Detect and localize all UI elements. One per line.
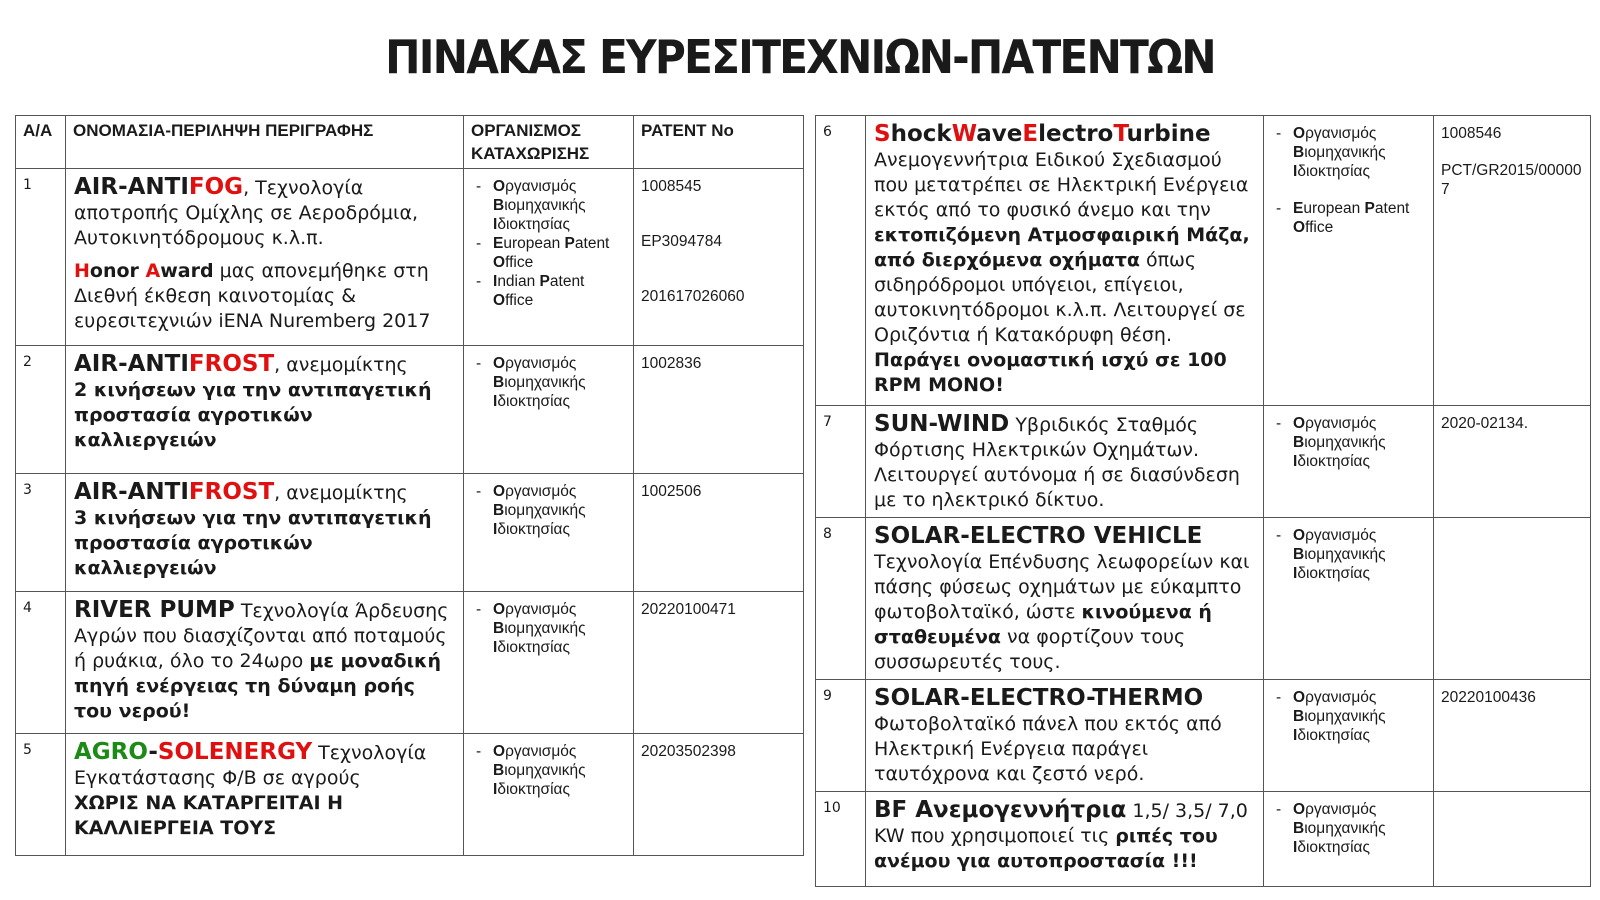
row-patent bbox=[634, 169, 804, 346]
org-obi: - Οργανισμός Βιομηχανικής Ιδιοκτησίας bbox=[1271, 414, 1426, 471]
row-patent bbox=[1434, 792, 1591, 887]
award-text: Honor Award μας απονεμήθηκε στη Διεθνή έκθεση καινοτομίας & ευρεσιτεχνιών iENA Nuremberg 2017 bbox=[74, 260, 431, 332]
row-organization bbox=[464, 734, 634, 856]
row-patent bbox=[1434, 518, 1591, 680]
row-number: 10 bbox=[816, 792, 866, 887]
patent-number: PCT/GR2015/000007 bbox=[1441, 162, 1582, 198]
row-organization bbox=[1264, 518, 1434, 680]
patent-number: 1008546 bbox=[1441, 125, 1502, 142]
table-row bbox=[16, 592, 804, 734]
table-row bbox=[816, 680, 1591, 792]
patent-number: 20220100436 bbox=[1441, 689, 1536, 706]
row-organization bbox=[464, 346, 634, 474]
row-description: RIVER PUMP Τεχνολογία Άρδευσης Αγρών που διασχίζονται από ποταμούς ή ρυάκια, όλο το 24ωρο με μοναδική πηγή ενέργειας τη δύναμη ροής του νερού! bbox=[66, 592, 464, 734]
org-obi: - Οργανισμός Βιομηχανικής Ιδιοκτησίας bbox=[1271, 800, 1426, 857]
org-ipo: - Indian Patent Office bbox=[471, 272, 626, 310]
header-patent: PATENT No bbox=[634, 116, 804, 169]
row-number: 9 bbox=[816, 680, 866, 792]
patent-number: 1002836 bbox=[641, 355, 702, 372]
row-patent bbox=[634, 346, 804, 474]
header-org bbox=[464, 116, 634, 169]
row-patent bbox=[1434, 116, 1591, 406]
row-number: 5 bbox=[16, 734, 66, 856]
table-row bbox=[816, 406, 1591, 518]
row-patent bbox=[634, 592, 804, 734]
patents-table-right bbox=[815, 115, 1591, 887]
table-row bbox=[16, 169, 804, 346]
table-row bbox=[816, 116, 1591, 406]
org-obi: - Οργανισμός Βιομηχανικής Ιδιοκτησίας bbox=[1271, 688, 1426, 745]
row-organization bbox=[1264, 116, 1434, 406]
invention-name: ShockWaveElectroTurbine bbox=[874, 121, 1211, 147]
row-number: 4 bbox=[16, 592, 66, 734]
table-row bbox=[16, 734, 804, 856]
invention-name: AGRO-SOLENERGY bbox=[74, 739, 313, 765]
patents-table-left bbox=[15, 115, 804, 856]
row-description: AIR-ANTIFROST, ανεμομίκτης 3 κινήσεων για την αντιπαγετική προστασία αγροτικών καλλιεργειών bbox=[66, 474, 464, 592]
org-obi: - Οργανισμός Βιομηχανικής Ιδιοκτησίας bbox=[1271, 526, 1426, 583]
invention-name: SOLAR-ELECTRO VEHICLE bbox=[874, 523, 1203, 549]
patent-number: EP3094784 bbox=[641, 233, 723, 250]
row-description: SOLAR-ELECTRO-THERMO Φωτοβολταϊκό πάνελ που εκτός από Ηλεκτρική Ενέργεια παράγει ταυτόχρονα και ζεστό νερό. bbox=[866, 680, 1264, 792]
row-description: AGRO-SOLENERGY Τεχνολογία Εγκατάστασης Φ/Β σε αγρούς ΧΩΡΙΣ ΝΑ ΚΑΤΑΡΓΕΙΤΑΙ Η ΚΑΛΛΙΕΡΓΕΙΑ ΤΟΥΣ bbox=[66, 734, 464, 856]
row-description: SOLAR-ELECTRO VEHICLE Τεχνολογία Επένδυσης λεωφορείων και πάσης φύσεως οχημάτων με εύκαμπτο φωτοβολταϊκό, ώστε κινούμενα ή σταθευμένα να φορτίζουν τους συσσωρευτές τους. bbox=[866, 518, 1264, 680]
table-row bbox=[816, 792, 1591, 887]
row-organization bbox=[1264, 680, 1434, 792]
page-title: ΠΙΝΑΚΑΣ ΕΥΡΕΣΙΤΕΧΝΙΩΝ-ΠΑΤΕΝΤΩΝ bbox=[385, 30, 1215, 84]
patent-number: 20203502398 bbox=[641, 743, 736, 760]
patent-number: 201617026060 bbox=[641, 288, 745, 305]
row-description: BF Ανεμογεννήτρια 1,5/ 3,5/ 7,0 KW που χρησιμοποιεί τις ριπές του ανέμου για αυτοπροστασία !!! bbox=[866, 792, 1264, 887]
org-obi: - Οργανισμός Βιομηχανικής Ιδιοκτησίας bbox=[471, 177, 626, 234]
row-organization bbox=[1264, 792, 1434, 887]
patent-number: 2020-02134. bbox=[1441, 415, 1529, 432]
row-organization bbox=[464, 474, 634, 592]
invention-name: AIR-ANTIFOG bbox=[74, 174, 244, 200]
org-obi: - Οργανισμός Βιομηχανικής Ιδιοκτησίας bbox=[471, 600, 626, 657]
row-description: AIR-ANTIFROST, ανεμομίκτης 2 κινήσεων για την αντιπαγετική προστασία αγροτικών καλλιεργειών bbox=[66, 346, 464, 474]
row-number: 6 bbox=[816, 116, 866, 406]
row-number: 3 bbox=[16, 474, 66, 592]
invention-name: BF Ανεμογεννήτρια bbox=[874, 797, 1127, 823]
header-name: ΟΝΟΜΑΣΙΑ-ΠΕΡΙΛΗΨΗ ΠΕΡΙΓΡΑΦΗΣ bbox=[66, 116, 464, 169]
row-description: SUN-WIND Υβριδικός Σταθμός Φόρτισης Ηλεκτρικών Οχημάτων. Λειτουργεί αυτόνομα ή σε διασύνδεση με το ηλεκτρικό δίκτυο. bbox=[866, 406, 1264, 518]
row-patent bbox=[1434, 680, 1591, 792]
org-epo: - European Patent Office bbox=[1271, 199, 1426, 237]
header-aa: Α/Α bbox=[16, 116, 66, 169]
invention-name: AIR-ANTIFROST bbox=[74, 351, 275, 377]
header-org-line2: ΚΑΤΑΧΩΡΙΣΗΣ bbox=[471, 144, 590, 163]
row-number: 1 bbox=[16, 169, 66, 346]
row-description: ShockWaveElectroTurbine Ανεμογεννήτρια Ειδικού Σχεδιασμού που μετατρέπει σε Ηλεκτρική Ενέργεια εκτός από το φυσικό άνεμο και την εκτοπιζόμενη Ατμοσφαιρική Μάζα, από διερχόμενα οχήματα όπως σιδηρόδρομοι υπόγειοι, επίγειοι, αυτοκινητόδρομοι κ.λ.π. Λειτουργεί σε Οριζόντια ή Κατακόρυφη θέση. Παράγει ονομαστική ισχύ σε 100 RPM ΜΟΝΟ! bbox=[866, 116, 1264, 406]
invention-name: SUN-WIND bbox=[874, 411, 1010, 437]
org-epo: - European Patent Office bbox=[471, 234, 626, 272]
patent-number: 20220100471 bbox=[641, 601, 736, 618]
row-description: AIR-ANTIFOG, Τεχνολογία αποτροπής Ομίχλης σε Αεροδρόμια, Αυτοκινητόδρομους κ.λ.π. Honor Award μας απονεμήθηκε στη Διεθνή έκθεση καινοτομίας & ευρεσιτεχνιών iENA Nuremberg 2017 bbox=[66, 169, 464, 346]
header-org-line1: ΟΡΓΑΝΙΣΜΟΣ bbox=[471, 121, 581, 140]
org-obi: - Οργανισμός Βιομηχανικής Ιδιοκτησίας bbox=[471, 482, 626, 539]
row-number: 7 bbox=[816, 406, 866, 518]
row-number: 2 bbox=[16, 346, 66, 474]
row-organization bbox=[464, 169, 634, 346]
org-obi: - Οργανισμός Βιομηχανικής Ιδιοκτησίας bbox=[471, 742, 626, 799]
row-number: 8 bbox=[816, 518, 866, 680]
invention-name: SOLAR-ELECTRO-THERMO bbox=[874, 685, 1204, 711]
invention-name: AIR-ANTIFROST bbox=[74, 479, 275, 505]
row-organization bbox=[1264, 406, 1434, 518]
table-row bbox=[16, 346, 804, 474]
row-patent bbox=[634, 734, 804, 856]
row-patent bbox=[634, 474, 804, 592]
table-header-row bbox=[16, 116, 804, 169]
org-obi: - Οργανισμός Βιομηχανικής Ιδιοκτησίας bbox=[1271, 124, 1426, 181]
invention-name: RIVER PUMP bbox=[74, 597, 235, 623]
table-row bbox=[816, 518, 1591, 680]
row-organization bbox=[464, 592, 634, 734]
table-row bbox=[16, 474, 804, 592]
patent-number: 1002506 bbox=[641, 483, 702, 500]
patent-number: 1008545 bbox=[641, 178, 702, 195]
row-patent bbox=[1434, 406, 1591, 518]
org-obi: - Οργανισμός Βιομηχανικής Ιδιοκτησίας bbox=[471, 354, 626, 411]
